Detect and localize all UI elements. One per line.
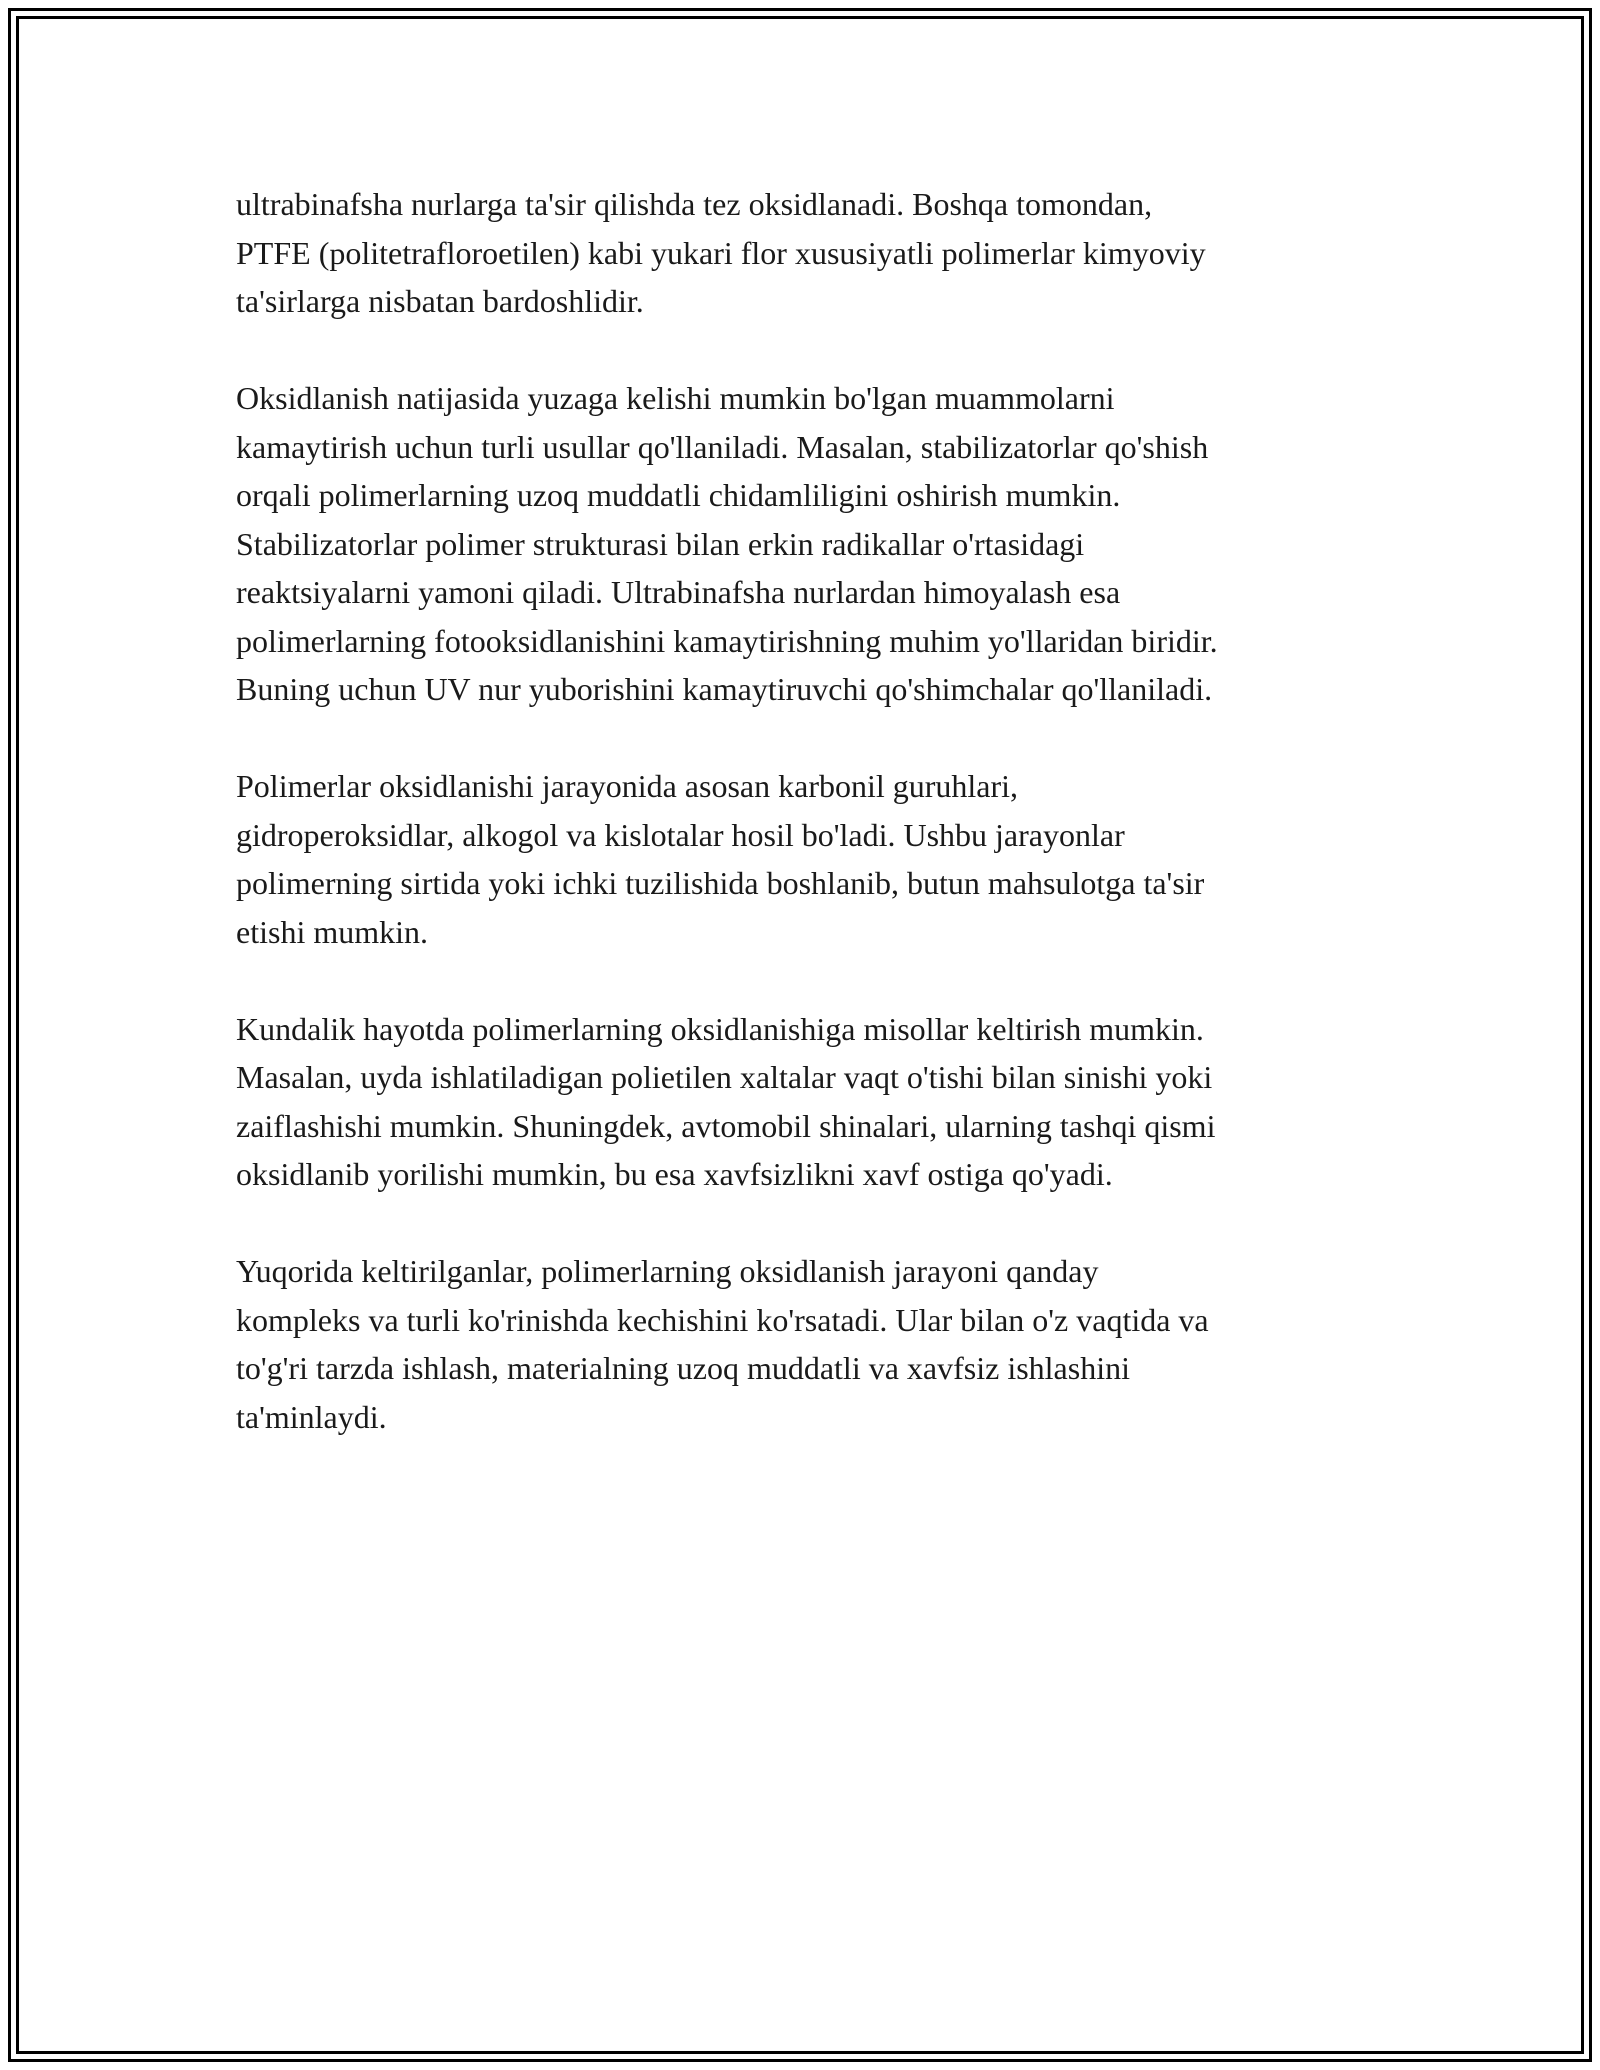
paragraph: ultrabinafsha nurlarga ta'sir qilishda tez oksidlanadi. Boshqa tomondan, PTFE (politetrafloroetilen) kabi yukari flor xususiyatli polimerlar kimyoviy ta'sirlarga nisbatan bardoshlidir. [236, 186, 1206, 319]
paragraph: Oksidlanish natijasida yuzaga kelishi mumkin bo'lgan muammolarni kamaytirish uchun turli usullar qo'llaniladi. Masalan, stabilizatorlar qo'shish orqali polimerlarning uzoq muddatli chidamliligini oshirish mumkin. Stabilizatorlar polimer strukturasi bilan erkin radikallar o'rtasidagi reaktsiyalarni yamoni qiladi. Ultrabinafsha nurlardan himoyalash esa polimerlarning fotooksidlanishini kamaytirishning muhim yo'llaridan biridir. Buning uchun UV nur yuborishini kamaytiruvchi qo'shimchalar qo'llaniladi. [236, 380, 1218, 707]
paragraph: Yuqorida keltirilganlar, polimerlarning oksidlanish jarayoni qanday kompleks va turli ko'rinishda kechishini ko'rsatadi. Ular bilan o'z vaqtida va to'g'ri tarzda ishlash, materialning uzoq muddatli va xavfsiz ishlashini ta'minlaydi. [236, 1253, 1209, 1435]
paragraph: Polimerlar oksidlanishi jarayonida asosan karbonil guruhlari, gidroperoksidlar, alkogol va kislotalar hosil bo'ladi. Ushbu jarayonlar polimerning sirtida yoki ichki tuzilishida boshlanib, butun mahsulotga ta'sir etishi mumkin. [236, 768, 1205, 950]
paragraph: Kundalik hayotda polimerlarning oksidlanishiga misollar keltirish mumkin. Masalan, uyda ishlatiladigan polietilen xaltalar vaqt o'tishi bilan sinishi yoki zaiflashishi mumkin. Shuningdek, avtomobil shinalari, ularning tashqi qismi oksidlanib yorilishi mumkin, bu esa xavfsizlikni xavf ostiga qo'yadi. [236, 1010, 1216, 1192]
document-body [236, 180, 1376, 1490]
